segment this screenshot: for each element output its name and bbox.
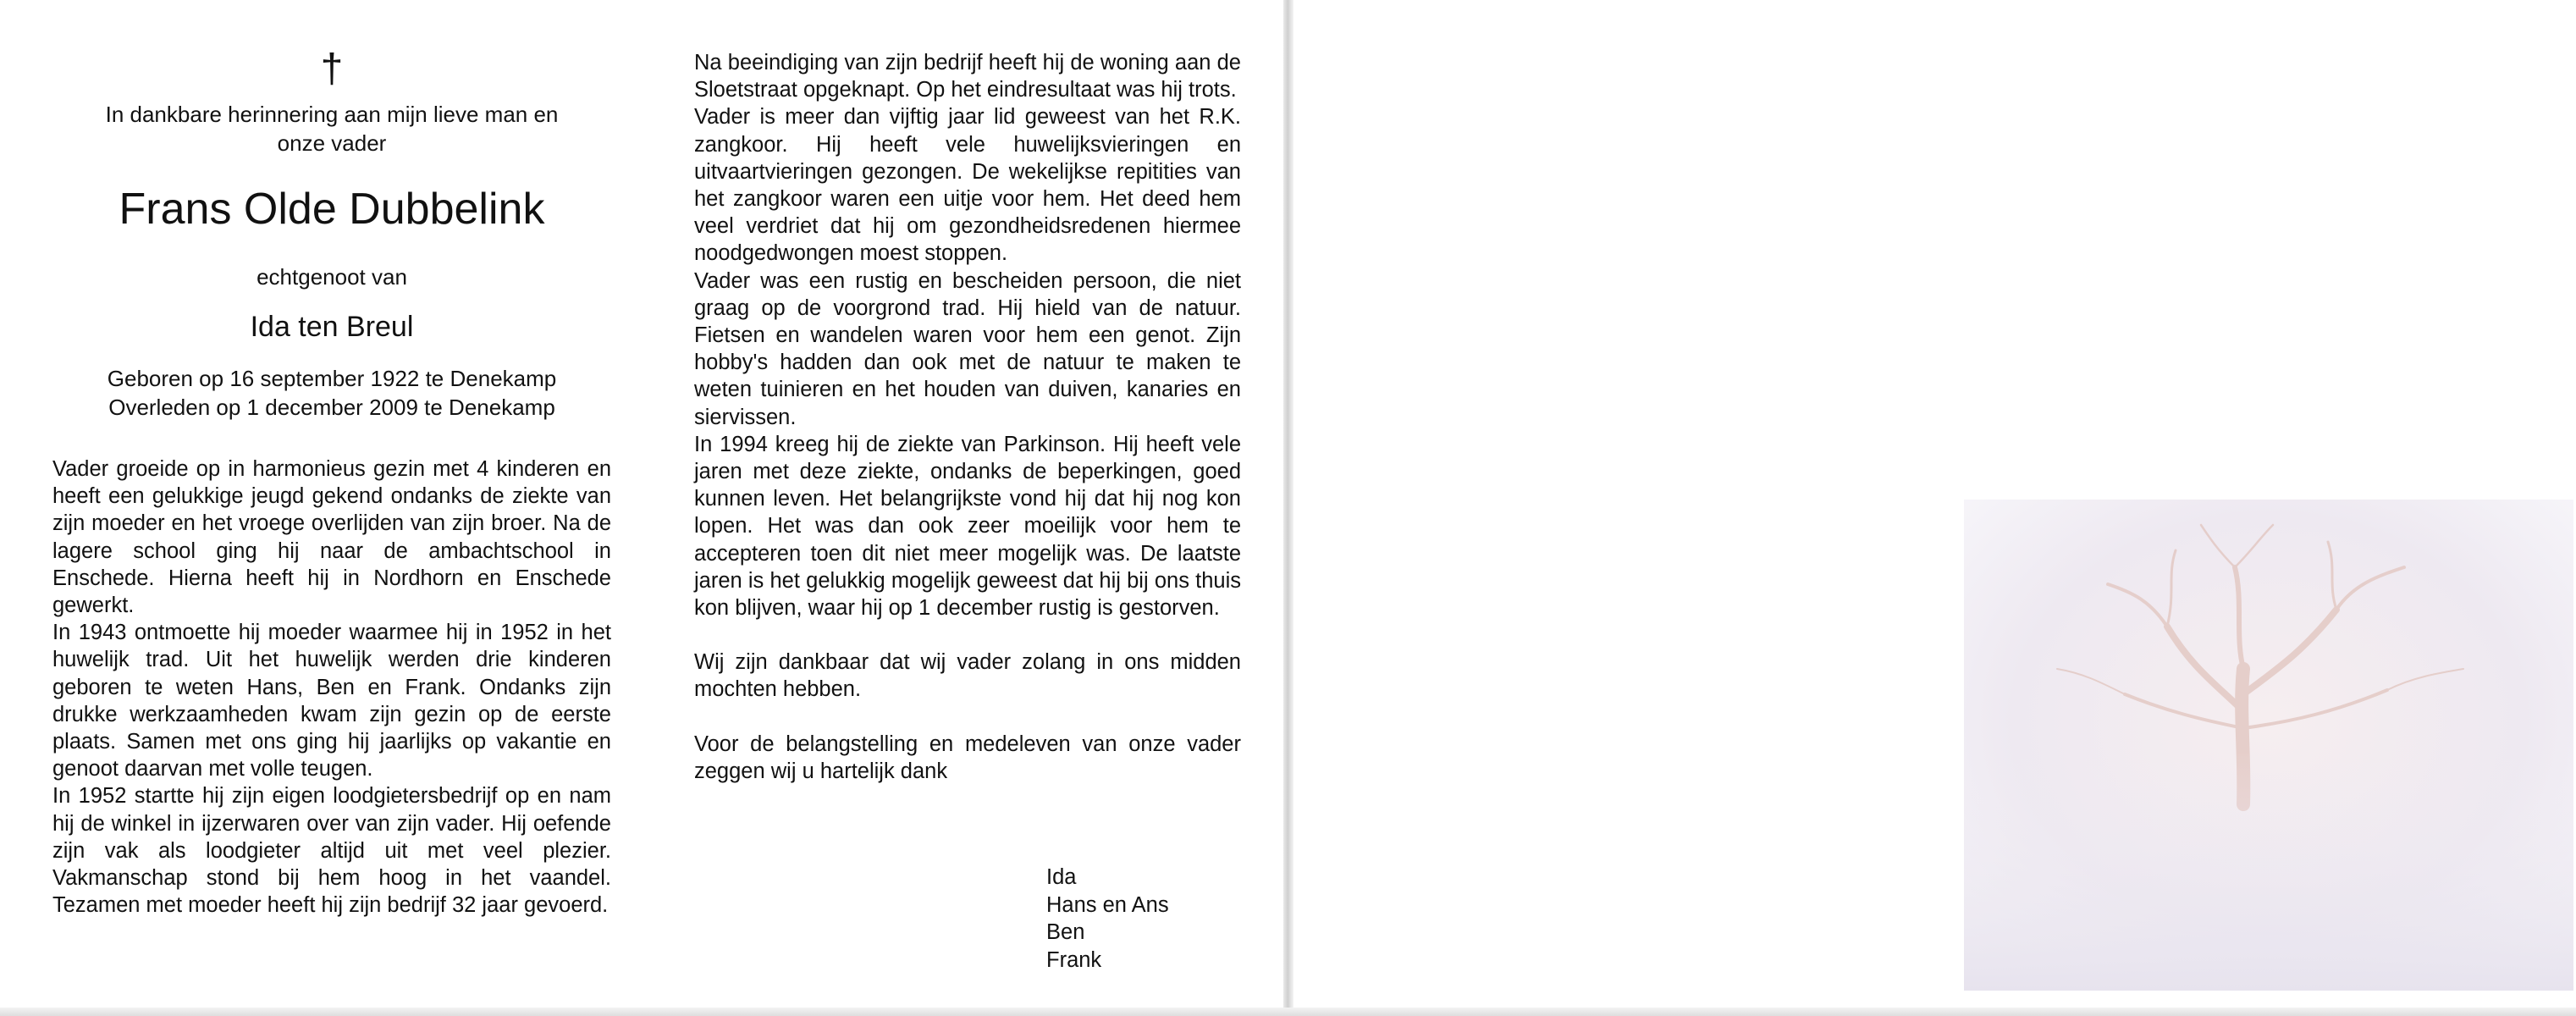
death-line: Overleden op 1 december 2009 te Denekamp <box>108 395 555 420</box>
gratitude-text: Wij zijn dankbaar dat wij vader zolang in ons midden mochten hebben. <box>694 650 1241 702</box>
card-fold <box>1283 0 1294 1016</box>
middle-column <box>694 49 1241 785</box>
signature-name: Ben <box>1046 920 1085 944</box>
deceased-name: Frans Olde Dubbelink <box>119 185 545 234</box>
thanks-text: Voor de belangstelling en medeleven van onze vader zeggen wij u hartelijk dank <box>694 732 1241 783</box>
signature-name: Hans en Ans <box>1046 892 1169 917</box>
mist-ground <box>1964 754 2573 991</box>
biography-paragraph-choir: Vader is meer dan vijftig jaar lid geweest van het R.K. zangkoor. Hij heeft vele huwelijksvieringen en uitvaartvieringen gezongen. De wekelijkse repitities van het zangkoor waren een uitje voor hem. Het deed hem veel verdriet dat hij om gezondheidsredenen hiermee noodgedwongen moest stoppen. <box>694 105 1241 266</box>
biography-paragraph-business: In 1952 startte hij zijn eigen loodgietersbedrijf op en nam hij de winkel in ijzerwaren over van zijn vader. Hij oefende zijn vak als loodgieter altijd uit met veel plezier. Vakmanschap stond bij hem hoog in het vaandel. Tezamen met moeder heeft hij zijn bedrijf 32 jaar gevoerd. <box>52 784 611 918</box>
spouse-name: Ida ten Breul <box>250 311 414 343</box>
misty-tree-illustration <box>1964 500 2573 991</box>
intro-line-1: In dankbare herinnering aan mijn lieve man en <box>105 102 559 127</box>
biography-paragraph-character: Vader was een rustig en bescheiden persoon, die niet graag op de voorgrond trad. Hij hield van de natuur. Fietsen en wandelen waren voor hem een genot. Zijn hobby's hadden dan ook met de natuur te maken te weten tuinieren en het houden van duiven, kanaries en siervissen. <box>694 268 1241 429</box>
biography-paragraph-marriage: In 1943 ontmoette hij moeder waarmee hij in 1952 in het huwelijk trad. Uit het huwelijk werden drie kinderen geboren te weten Hans, Ben en Frank. Ondanks zijn drukke werkzaamheden kwam zijn gezin op de eerste plaats. Samen met ons ging hij jaarlijks op vakantie en genoot daarvan met volle teugen. <box>52 621 611 781</box>
signature-list <box>1046 864 1169 974</box>
signature-name: Ida <box>1046 865 1077 889</box>
biography-paragraph-childhood: Vader groeide op in harmonieus gezin met 4 kinderen en heeft een gelukkige jeugd gekend ondanks de ziekte van zijn moeder en het vroege overlijden van zijn broer. Na de lagere school ging hij naar de ambachtschool in Enschede. Hierna heeft hij in Nordhorn en Enschede gewerkt. <box>52 457 611 618</box>
card-bottom-edge <box>0 1008 2576 1016</box>
biography-paragraph-illness: In 1994 kreeg hij de ziekte van Parkinson. Hij heeft vele jaren met deze ziekte, ondanks de beperkingen, goed kunnen leven. Het belangrijkste vond hij dat hij nog kon lopen. Het was dan ook zeer moeilijk voor hem te accepteren toen dit niet meer mogelijk was. De laatste jaren is het gelukkig mogelijk geweest dat hij bij ons thuis kon blijven, waar hij op 1 december rustig is gestorven. <box>694 432 1241 621</box>
cross-icon: † <box>320 47 344 91</box>
card-inner-left-page <box>0 0 1283 1016</box>
signature-name: Frank <box>1046 947 1102 972</box>
left-column <box>52 44 611 919</box>
biography-paragraph-retirement: Na beeindiging van zijn bedrijf heeft hij de woning aan de Sloetstraat opgeknapt. Op het eindresultaat was hij trots. <box>694 51 1241 102</box>
spouse-label: echtgenoot van <box>256 264 407 290</box>
intro-line-2: onze vader <box>277 130 387 156</box>
birth-line: Geboren op 16 september 1922 te Denekamp <box>107 366 557 391</box>
